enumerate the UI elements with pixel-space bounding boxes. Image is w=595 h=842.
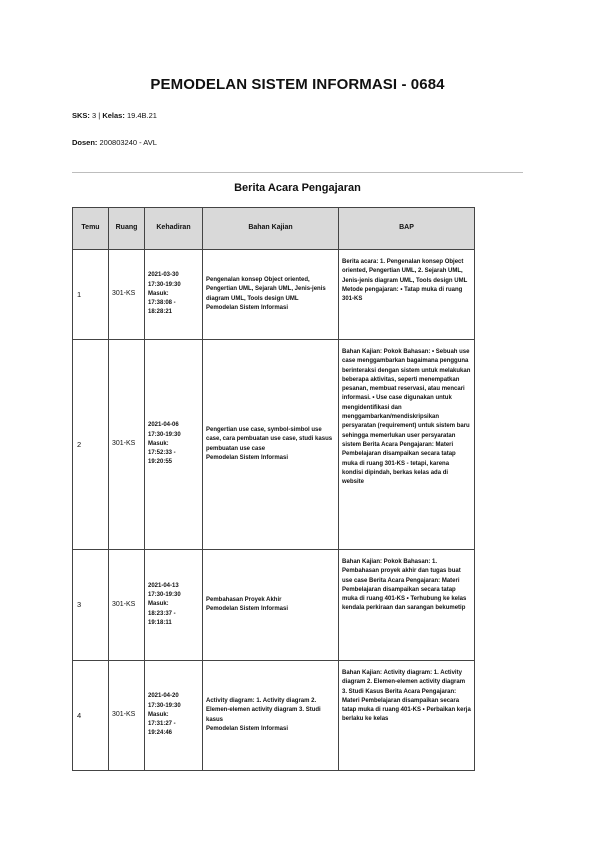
divider xyxy=(72,172,523,173)
table-row xyxy=(73,661,475,771)
cell-bahan-kajian xyxy=(203,661,339,771)
cell-ruang: 301-KS xyxy=(109,250,145,340)
table-row xyxy=(73,340,475,550)
bahan-topic: Pembahasan Proyek Akhir xyxy=(206,596,282,603)
kehadiran-label: Masuk: xyxy=(148,440,169,447)
kehadiran-schedule: 17:30-19:30 xyxy=(148,702,181,709)
bahan-topic: Activity diagram: 1. Activity diagram 2. Elemen-elemen activity diagram 3. Studi kasus xyxy=(206,697,321,723)
bahan-topic: Pengenalan konsep Object oriented, Pengertian UML, Sejarah UML, Jenis-jenis diagram UML, Tools design UML xyxy=(206,276,326,302)
kehadiran-label: Masuk: xyxy=(148,711,169,718)
bahan-topic: Pengertian use case, symbol-simbol use case, cara pembuatan use case, studi kasus pembuatan use case xyxy=(206,426,333,452)
kehadiran-in: 17:31:27 - xyxy=(148,721,176,728)
table-row xyxy=(73,250,475,340)
bahan-course: Pemodelan Sistem Informasi xyxy=(206,454,289,461)
header-bahan-kajian: Bahan Kajian xyxy=(203,208,339,250)
kehadiran-out: 19:24:46 xyxy=(148,730,173,737)
kelas-label: Kelas: xyxy=(102,111,125,120)
kehadiran-in: 17:38:08 - xyxy=(148,300,176,307)
kehadiran-schedule: 17:30-19:30 xyxy=(148,431,181,438)
bahan-course: Pemodelan Sistem Informasi xyxy=(206,606,289,612)
page-title: PEMODELAN SISTEM INFORMASI - 0684 xyxy=(150,76,445,93)
kehadiran-label: Masuk: xyxy=(148,601,169,608)
course-meta-line xyxy=(72,111,157,120)
kehadiran-schedule: 17:30-19:30 xyxy=(148,281,181,288)
cell-ruang: 301-KS xyxy=(109,340,145,550)
header-bap: BAP xyxy=(339,208,475,250)
kelas-value: 19.4B.21 xyxy=(126,111,157,120)
cell-ruang: 301-KS xyxy=(109,550,145,661)
cell-bahan-kajian xyxy=(203,550,339,661)
cell-kehadiran xyxy=(145,661,203,771)
cell-kehadiran xyxy=(145,550,203,661)
kehadiran-label: Masuk: xyxy=(148,290,169,297)
lecturer-line xyxy=(72,138,157,147)
meta-separator: | xyxy=(98,111,101,120)
bahan-course: Pemodelan Sistem Informasi xyxy=(206,304,289,311)
cell-bahan-kajian xyxy=(203,340,339,550)
kehadiran-date: 2021-04-20 xyxy=(148,693,179,700)
kehadiran-schedule: 17:30-19:30 xyxy=(148,592,181,599)
kehadiran-date: 2021-04-13 xyxy=(148,582,179,589)
header-ruang: Ruang xyxy=(109,208,145,250)
cell-temu: 2 xyxy=(73,340,109,550)
table-row xyxy=(73,550,475,661)
table-header-row xyxy=(73,208,475,250)
kehadiran-in: 18:23:37 - xyxy=(148,610,176,617)
kehadiran-date: 2021-04-06 xyxy=(148,422,179,429)
dosen-value: 200803240 - AVL xyxy=(99,138,157,147)
sks-value: 3 xyxy=(92,111,97,120)
teaching-report-table xyxy=(72,207,475,771)
kehadiran-in: 17:52:33 - xyxy=(148,450,176,457)
sks-label: SKS: xyxy=(72,111,90,120)
cell-bahan-kajian xyxy=(203,250,339,340)
cell-bap: Berita acara: 1. Pengenalan konsep Object oriented, Pengertian UML, 2. Sejarah UML, Jenis-jenis diagram UML, Tools design UML Metode pengajaran: • Tatap muka di ruang 301-KS xyxy=(339,250,475,340)
dosen-label: Dosen: xyxy=(72,138,98,147)
header-temu: Temu xyxy=(73,208,109,250)
cell-temu: 4 xyxy=(73,661,109,771)
cell-temu: 1 xyxy=(73,250,109,340)
bahan-course: Pemodelan Sistem Informasi xyxy=(206,725,289,732)
header-kehadiran: Kehadiran xyxy=(145,208,203,250)
kehadiran-date: 2021-03-30 xyxy=(148,272,179,279)
section-title: Berita Acara Pengajaran xyxy=(234,182,361,194)
cell-kehadiran xyxy=(145,250,203,340)
cell-kehadiran xyxy=(145,340,203,550)
kehadiran-out: 19:18:11 xyxy=(148,619,172,626)
cell-bap: Bahan Kajian: Activity diagram: 1. Activity diagram 2. Elemen-elemen activity diagram 3. Studi Kasus Berita Acara Pengajaran: Materi Pembelajaran disampaikan secara tatap muka di ruang 401-KS • Perbaikan kerja berlaku ke kelas xyxy=(339,661,475,771)
cell-bap: Bahan Kajian: Pokok Bahasan: 1. Pembahasan proyek akhir dan tugas buat use case Berita Acara Pengajaran: Materi Pembelajaran disampaikan secara tatap muka di ruang 401-KS • Terhubung ke kelas kendala perkiraan dan sarangan bekumetip xyxy=(339,550,475,661)
cell-ruang: 301-KS xyxy=(109,661,145,771)
kehadiran-out: 18:28:21 xyxy=(148,309,173,316)
cell-bap: Bahan Kajian: Pokok Bahasan: • Sebuah use case menggambarkan bagaimana pengguna berinteraksi dengan sistem untuk melakukan beberapa aktivitas, seperti menempatkan pesanan, membuat reservasi, atau mencari informasi. • Use case digunakan untuk mengidentifikasi dan menggambarkan/mendiskripsikan persyaratan (requirement) untuk sistem baru sehingga memerlukan user persyaratan sistem Berita Acara Pengajaran: Materi Pembelajaran disampaikan secara tatap muka di ruang 301-KS - tetapi, karena kondisi dipindah, berkas kelas ada di website xyxy=(339,340,475,550)
kehadiran-out: 19:20:55 xyxy=(148,459,173,466)
cell-temu: 3 xyxy=(73,550,109,661)
